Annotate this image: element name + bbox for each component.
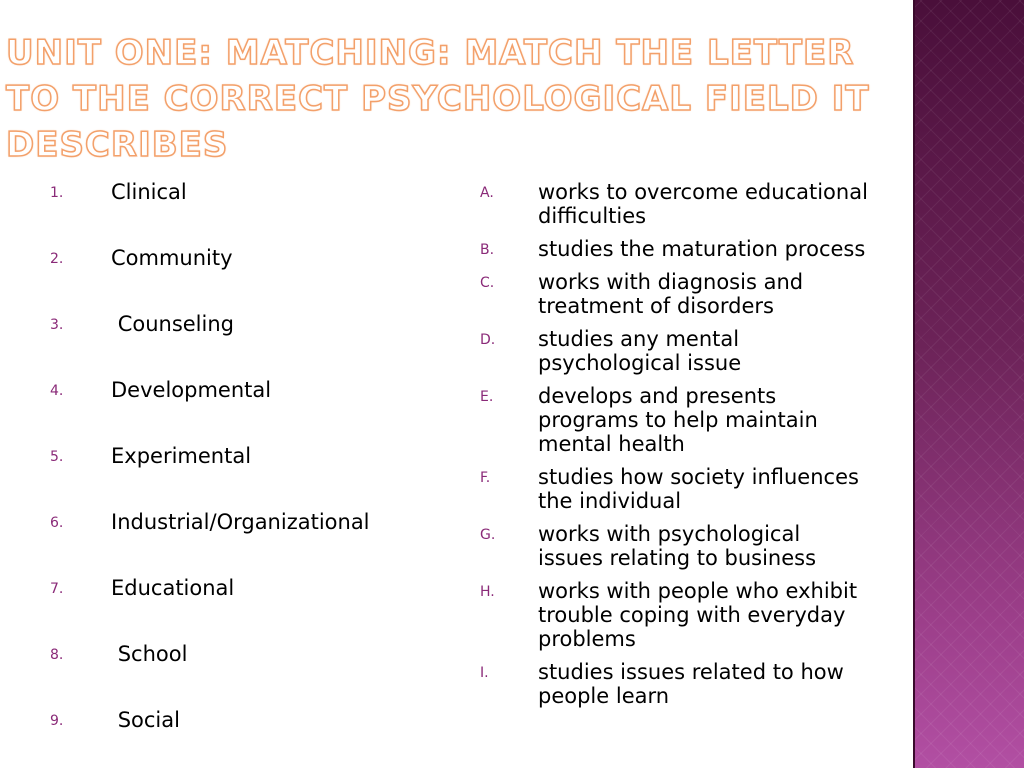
- field-item-9: [40, 708, 440, 774]
- description-item-c: [470, 270, 890, 318]
- description-letter: A.: [480, 185, 494, 201]
- description-letter: G.: [480, 527, 496, 543]
- field-number: 7.: [50, 581, 64, 597]
- field-label: Experimental: [111, 444, 252, 468]
- description-letter: E.: [480, 389, 494, 405]
- field-item-3: [40, 312, 440, 378]
- description-item-g: [470, 522, 890, 570]
- field-item-7: [40, 576, 440, 642]
- field-item-4: [40, 378, 440, 444]
- description-letter: D.: [480, 332, 496, 348]
- field-number: 8.: [50, 647, 64, 663]
- descriptions-list: [470, 180, 890, 717]
- description-letter: C.: [480, 275, 495, 291]
- description-item-f: [470, 465, 890, 513]
- description-item-a: [470, 180, 890, 228]
- field-item-8: [40, 642, 440, 708]
- description-text: develops and presents programs to help maintain mental health: [538, 384, 825, 456]
- description-text: works with diagnosis and treatment of disorders: [538, 270, 810, 318]
- description-text: works with psychological issues relating to business: [538, 522, 817, 570]
- field-number: 1.: [50, 185, 64, 201]
- field-number: 2.: [50, 251, 64, 267]
- field-number: 5.: [50, 449, 64, 465]
- description-text: studies how society influences the individual: [538, 465, 866, 513]
- description-text: studies issues related to how people learn: [538, 660, 851, 708]
- description-letter: B.: [480, 242, 495, 258]
- field-item-6: [40, 510, 440, 576]
- field-label: Clinical: [111, 180, 187, 204]
- field-label: Counseling: [111, 312, 234, 336]
- description-item-i: [470, 660, 890, 708]
- field-label: School: [111, 642, 188, 666]
- fields-list: [40, 180, 440, 774]
- field-label: Industrial/Organizational: [111, 510, 370, 534]
- decorative-side-panel: [913, 0, 1024, 768]
- description-letter: I.: [480, 665, 489, 681]
- description-text: works with people who exhibit trouble coping with everyday problems: [538, 579, 864, 651]
- field-number: 6.: [50, 515, 64, 531]
- field-label: Social: [111, 708, 180, 732]
- description-text: studies the maturation process: [538, 237, 866, 261]
- field-number: 4.: [50, 383, 64, 399]
- description-text: works to overcome educational difficulties: [538, 180, 875, 228]
- field-item-5: [40, 444, 440, 510]
- description-item-d: [470, 327, 890, 375]
- field-label: Educational: [111, 576, 235, 600]
- description-letter: H.: [480, 584, 495, 600]
- description-item-e: [470, 384, 890, 456]
- description-item-b: [470, 237, 890, 261]
- description-item-h: [470, 579, 890, 651]
- field-number: 3.: [50, 317, 64, 333]
- description-text: studies any mental psychological issue: [538, 327, 746, 375]
- field-item-1: [40, 180, 440, 246]
- field-label: Developmental: [111, 378, 272, 402]
- field-label: Community: [111, 246, 233, 270]
- field-item-2: [40, 246, 440, 312]
- description-letter: F.: [480, 470, 491, 486]
- field-number: 9.: [50, 713, 64, 729]
- slide-title: UNIT ONE: MATCHING: MATCH THE LETTER TO THE CORRECT PSYCHOLOGICAL FIELD IT DESCRIBES: [6, 33, 870, 165]
